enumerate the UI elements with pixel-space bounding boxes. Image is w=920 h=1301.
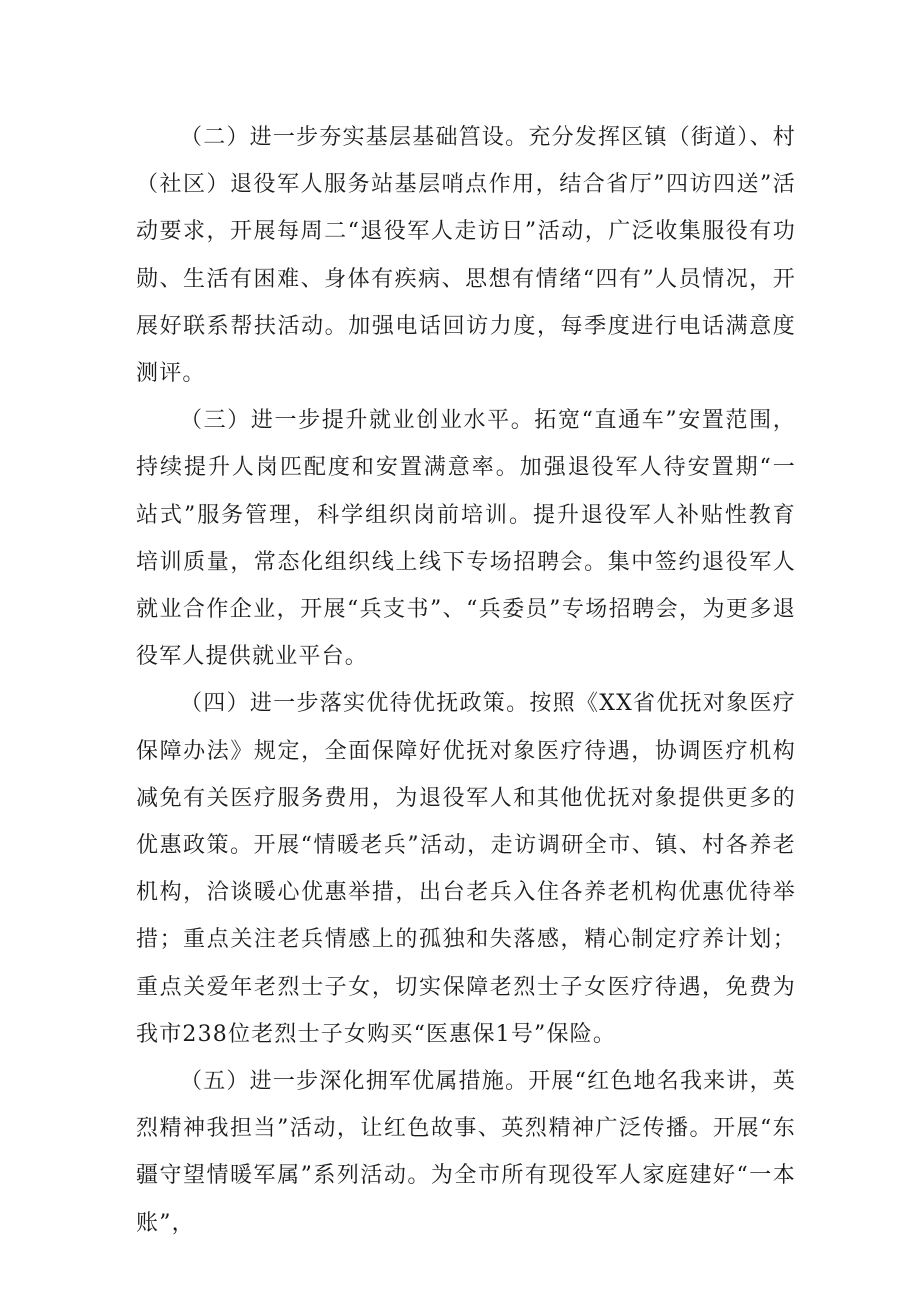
paragraph-4: （四）进一步落实优待优抚政策。按照《XX省优抚对象医疗保障办法》规定，全面保障好优抚对象医疗待遇，协调医疗机构减免有关医疗服务费用，为退役军人和其他优抚对象提供更多的优惠政策。开展“情暖老兵”活动，走访调研全市、镇、村各养老机构，洽谈暖心优惠举措，出台老兵入住各养老机构优惠优待举措；重点关注老兵情感上的孤独和失落感，精心制定疗养计划；重点关爱年老烈士子女，切实保障老烈士子女医疗待遇，免费为我市238位老烈士子女购买“医惠保1号”保险。 bbox=[136, 691, 796, 1047]
document-body bbox=[136, 114, 796, 1247]
paragraph-3: （三）进一步提升就业创业水平。拓宽“直通车”安置范围，持续提升人岗匹配度和安置满意率。加强退役军人待安置期“一站式”服务管理，科学组织岗前培训。提升退役军人补贴性教育培训质量，常态化组织线上线下专场招聘会。集中签约退役军人就业合作企业，开展“兵支书”、“兵委员”专场招聘会，为更多退役军人提供就业平台。 bbox=[136, 408, 796, 670]
paragraph-5: （五）进一步深化拥军优属措施。开展“红色地名我来讲，英烈精神我担当”活动，让红色故事、英烈精神广泛传播。开展“东疆守望情暖军属”系列活动。为全市所有现役军人家庭建好“一本账”， bbox=[136, 1069, 796, 1236]
paragraph-2: （二）进一步夯实基层基础筥设。充分发挥区镇（街道）、村（社区）退役军人服务站基层哨点作用，结合省厅”四访四送”活动要求，开展每周二“退役军人走访日”活动，广泛收集服役有功勋、生活有困难、身体有疾病、思想有情绪“四有”人员情况，开展好联系帮扶活动。加强电话回访力度，每季度进行电话满意度测评。 bbox=[136, 125, 796, 387]
